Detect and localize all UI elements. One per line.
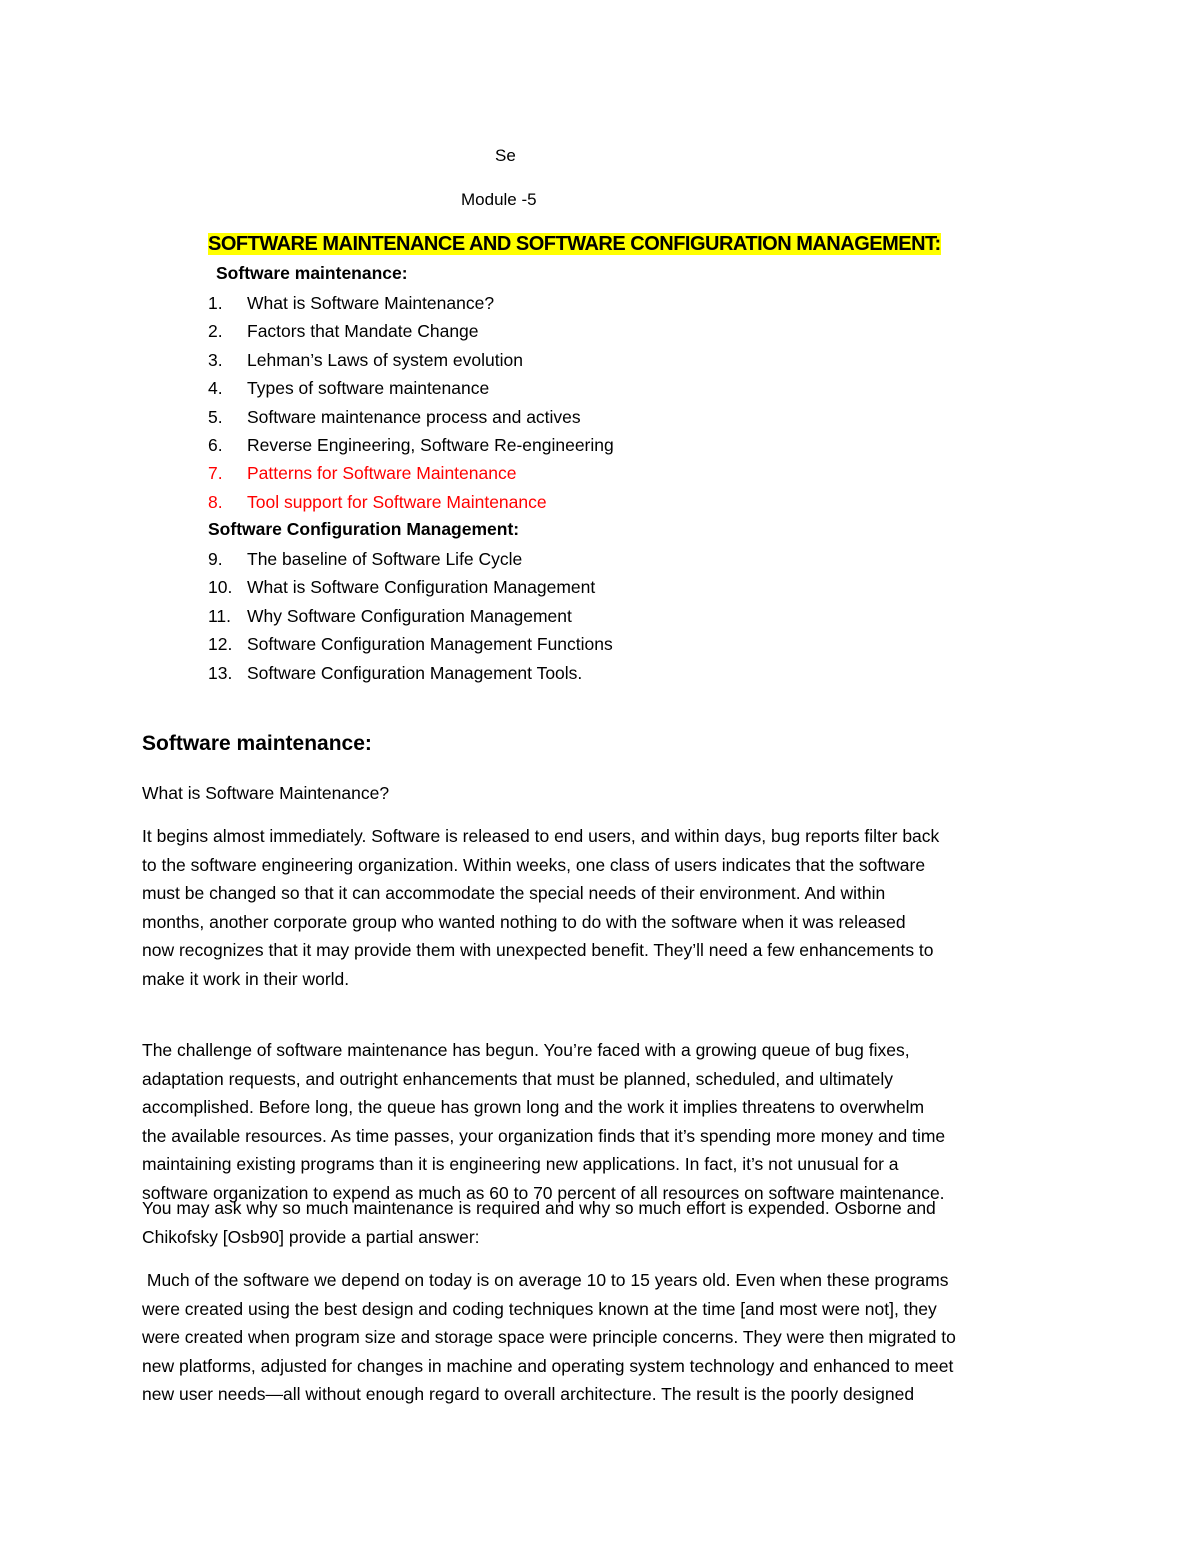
toc-item: 9. The baseline of Software Life Cycle	[208, 549, 523, 569]
toc-item: 4. Types of software maintenance	[208, 378, 490, 399]
toc-item: 12. Software Configuration Management Functions	[208, 634, 613, 655]
toc-section1-heading: Software maintenance:	[216, 263, 408, 283]
header-module: Module -5	[461, 190, 537, 209]
toc-item-highlighted: 8. Tool support for Software Maintenance	[208, 491, 547, 512]
main-title-text: SOFTWARE MAINTENANCE AND SOFTWARE CONFIGURATION MANAGEMENT:	[208, 233, 941, 255]
toc-item: 3. Lehman’s Laws of system evolution	[208, 349, 523, 370]
toc-item: 5. Software maintenance process and actives	[208, 406, 581, 427]
paragraph-2: The challenge of software maintenance has begun. You’re faced with a growing queue of bug fixes, adaptation requests, and outright enhancements that must be planned, scheduled, and ultimately accomplished. Before long, the queue has grown long and the work it implies threatens to overwhelm the available resources. As time passes, your organization finds that it’s spending more money and time maintaining existing programs than it is engineering new applications. In fact, it’s not unusual for a software organization to expend as much as 60 to 70 percent of all resources on software maintenance.	[142, 1040, 946, 1203]
toc-section1-list	[208, 289, 614, 516]
paragraph-4-quote: Much of the software we depend on today is on average 10 to 15 years old. Even when these programs were created using the best design and coding techniques known at the time [and most were not], they were created when program size and storage space were principle concerns. They were then migrated to new platforms, adjusted for changes in machine and operating system technology and enhanced to meet new user needs—all without enough regard to overall architecture. The result is the poorly designed	[142, 1270, 956, 1405]
section-heading: Software maintenance:	[142, 732, 372, 755]
main-title	[208, 233, 941, 256]
paragraph-3: You may ask why so much maintenance is required and why so much effort is expended. Osborne and Chikofsky [Osb90] provide a partial answer:	[142, 1198, 936, 1247]
toc-item: 13. Software Configuration Management Tools.	[208, 662, 583, 683]
header-se: Se	[495, 146, 516, 165]
toc-item: 2. Factors that Mandate Change	[208, 321, 479, 342]
toc-section2-heading: Software Configuration Management:	[208, 519, 520, 539]
paragraph-1: It begins almost immediately. Software is released to end users, and within days, bug reports filter back to the software engineering organization. Within weeks, one class of users indicates that the software must be changed so that it can accommodate the special needs of their environment. And within months, another corporate group who wanted nothing to do with the software when it was released now recognizes that it may provide them with unexpected benefit. They’ll need a few enhancements to make it work in their world.	[142, 826, 940, 989]
toc-item: 6. Reverse Engineering, Software Re-engineering	[208, 434, 614, 455]
toc-item: 11. Why Software Configuration Management	[208, 605, 572, 626]
section-subheading: What is Software Maintenance?	[142, 783, 390, 803]
toc-section2-list	[208, 545, 613, 687]
toc-item: 1. What is Software Maintenance?	[208, 293, 495, 313]
toc-item: 10. What is Software Configuration Management	[208, 577, 596, 598]
toc-item-highlighted: 7. Patterns for Software Maintenance	[208, 463, 517, 484]
